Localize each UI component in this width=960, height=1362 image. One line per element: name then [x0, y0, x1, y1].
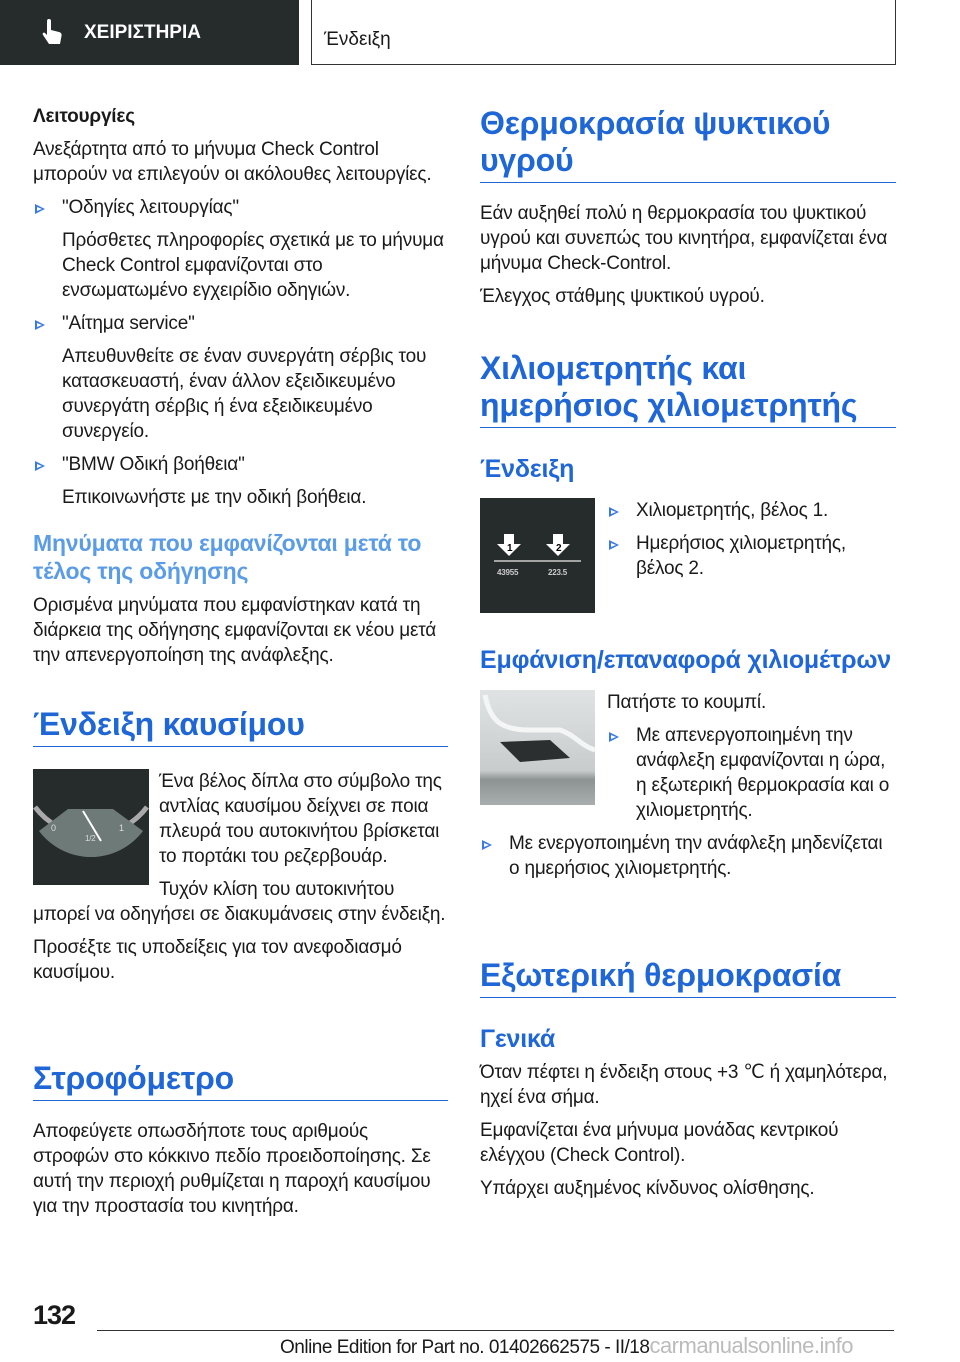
list-item: Με απενεργοποιημένη την ανάφλεξη εμφανίζονται η ώρα, η εξωτερική θερμοκρασία και ο χιλιομετρητής.: [607, 723, 896, 823]
tacho-section: [33, 1060, 448, 1227]
subsection-title: Ένδειξη: [324, 29, 391, 50]
messages-section: [33, 529, 448, 676]
reset-section: [480, 645, 896, 889]
coolant-text-2: Έλεγχος στάθμης ψυκτικού υγρού.: [480, 286, 765, 307]
hand-pointer-icon: [40, 19, 64, 47]
list-item: Με ενεργοποιημένη την ανάφλεξη μηδενίζεται ο ημερήσιος χιλιομετρητής.: [480, 831, 896, 881]
fuel-section: [33, 706, 448, 993]
fuel-text-1: Ένα βέλος δίπλα στο σύμβολο της αντλίας καυσίμου δείχνει σε ποια πλευρά του αυτοκινήτου βρίσκεται το πορτάκι του ρεζερβουάρ.: [159, 771, 442, 867]
display-title: Ένδειξη: [480, 455, 575, 483]
outside-temp-text: Εμφανίζεται ένα μήνυμα μονάδας κεντρικού ελέγχου (Check Control).: [480, 1120, 839, 1166]
edition-text: Online Edition for Part no. 01402662575 - II/18: [280, 1337, 650, 1358]
list-item: Ημερήσιος χιλιομετρητής, βέλος 2.: [607, 531, 896, 581]
odometer-image: [480, 498, 595, 613]
outside-temp-text: Όταν πέφτει η ένδειξη στους +3 ℃ ή χαμηλότερα, ηχεί ένα σήμα.: [480, 1062, 888, 1108]
subsection-tab: [311, 0, 896, 65]
functions-text: Ανεξάρτητα από το μήνυμα Check Control μπορούν να επιλεγούν οι ακόλουθες λειτουργίες.: [33, 139, 432, 185]
messages-title: Μηνύματα που εμφανίζονται μετά το τέλος της οδήγησης: [33, 530, 422, 584]
reset-button-image: [480, 690, 595, 805]
fuel-text-3: Προσέξτε τις υποδείξεις για τον ανεφοδιασμό καυσίμου.: [33, 937, 402, 983]
outside-temp-section: [480, 957, 896, 1209]
list-item-text: Απευθυνθείτε σε έναν συνεργάτη σέρβις του κατασκευαστή, έναν άλλον εξειδικευμένο συνεργάτη σέρβις ή ένα εξειδικευμένο συνεργείο.: [62, 346, 427, 442]
reset-text: Πατήστε το κουμπί.: [607, 692, 767, 713]
list-item-text: Επικοινωνήστε με την οδική βοήθεια.: [62, 487, 367, 508]
outside-temp-title: Εξωτερική θερμοκρασία: [480, 957, 896, 998]
footer-divider: [97, 1330, 894, 1331]
general-title: Γενικά: [480, 1025, 556, 1053]
coolant-text-1: Εάν αυξηθεί πολύ η θερμοκρασία του ψυκτικού υγρού και συνεπώς του κινητήρα, εμφανίζεται ένα μήνυμα Check-Control.: [480, 203, 888, 274]
odometer-section: [480, 350, 896, 617]
list-item: "Οδηγίες λειτουργίας": [33, 195, 448, 220]
svg-text:1: 1: [119, 823, 124, 833]
list-item: "BMW Οδική βοήθεια": [33, 452, 448, 477]
functions-title: Λειτουργίες: [33, 106, 135, 127]
svg-text:43955: 43955: [497, 568, 519, 577]
list-item-text: Πρόσθετες πληροφορίες σχετικά με το μήνυμα Check Control εμφανίζονται στο ενσωματωμένο εγχειρίδιο οδηγιών.: [62, 230, 444, 301]
watermark: carmanualsonline.info: [649, 1333, 853, 1358]
fuel-title: Ένδειξη καυσίμου: [33, 706, 448, 747]
svg-text:0: 0: [51, 823, 56, 833]
coolant-section: [480, 105, 896, 317]
list-item: "Αίτημα service": [33, 311, 448, 336]
svg-text:1/2: 1/2: [85, 834, 96, 843]
fuel-gauge-image: [33, 769, 149, 885]
svg-text:1: 1: [507, 543, 513, 554]
messages-text: Ορισμένα μηνύματα που εμφανίστηκαν κατά τη διάρκεια της οδήγησης εμφανίζονται εκ νέου μετά την απενεργοποίηση της ανάφλεξης.: [33, 595, 437, 666]
coolant-title: Θερμοκρασία ψυκτικού υγρού: [480, 105, 896, 183]
functions-section: [33, 104, 448, 518]
tacho-text: Αποφεύγετε οπωσδήποτε τους αριθμούς στροφών στο κόκκινο πεδίο προειδοποίησης. Σε αυτή την περιοχή ρυθμίζεται η παροχή καυσίμου για την προστασία του κινητήρα.: [33, 1121, 431, 1217]
section-tab: [0, 0, 299, 65]
odometer-title: Χιλιομετρητής και ημερήσιος χιλιομετρητής: [480, 350, 896, 428]
svg-text:2: 2: [556, 543, 562, 554]
page-number: 132: [33, 1300, 76, 1330]
reset-title: Εμφάνιση/επαναφορά χιλιομέτρων: [480, 646, 891, 674]
fuel-text-2: Τυχόν κλίση του αυτοκινήτου μπορεί να οδηγήσει σε διακυμάνσεις στην ένδειξη.: [33, 879, 446, 925]
outside-temp-text: Υπάρχει αυξημένος κίνδυνος ολίσθησης.: [480, 1178, 815, 1199]
svg-text:223.5: 223.5: [548, 568, 568, 577]
list-item: Χιλιομετρητής, βέλος 1.: [607, 498, 896, 523]
tacho-title: Στροφόμετρο: [33, 1060, 448, 1101]
section-title: ΧΕΙΡΙΣΤΗΡΙΑ: [84, 21, 201, 43]
footer-edition: [280, 1333, 853, 1359]
